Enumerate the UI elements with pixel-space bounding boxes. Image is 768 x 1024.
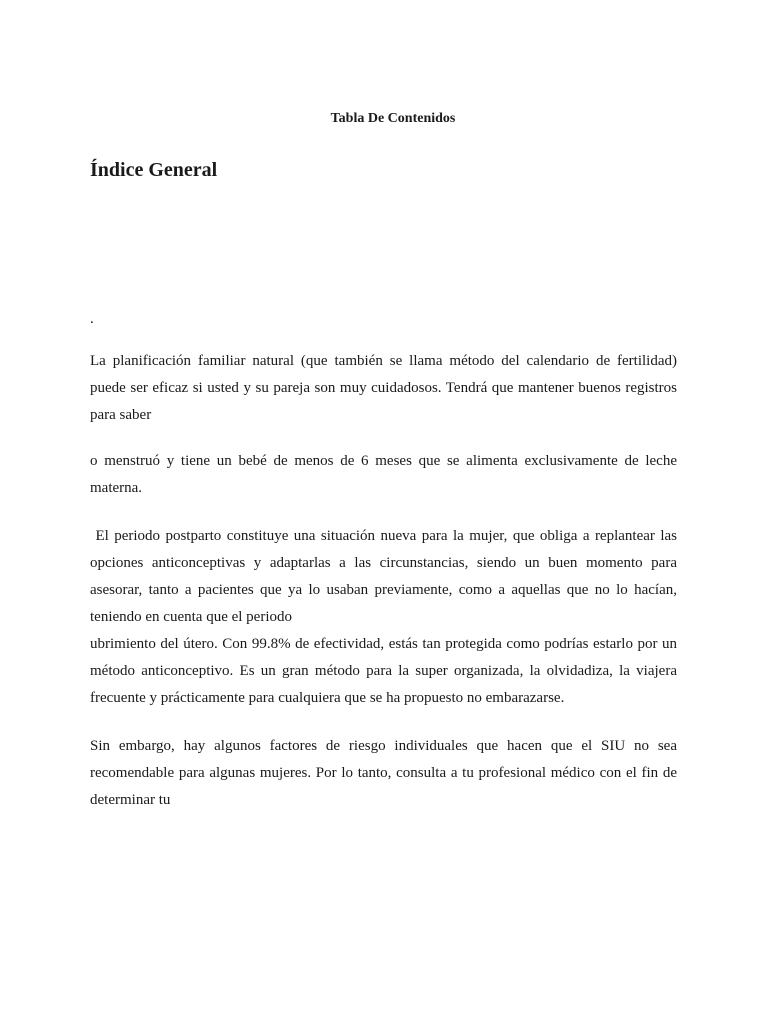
paragraph-natural-planning: La planificación familiar natural (que también se llama método del calendario de fertilidad) puede ser eficaz si usted y su pareja son muy cuidadosos. Tendrá que mantener buenos registros para saber	[90, 353, 677, 423]
separator-dot: .	[90, 311, 94, 327]
paragraph-siu-risk: Sin embargo, hay algunos factores de riesgo individuales que hacen que el SIU no sea recomendable para algunas mujeres. Por lo tanto, consulta a tu profesional médico con el fin de determinar tu	[90, 738, 677, 808]
paragraph-postpartum-start: El periodo postparto constituye una situación nueva para la mujer, que obliga a replantear las opciones anticonceptivas y adaptarlas a las circunstancias, siendo un buen momento para asesorar, tanto a pacientes que ya lo usaban previamente, como a aquellas que no lo hacían, teniendo en cuenta que el periodo	[90, 528, 681, 625]
section-heading: Índice General	[90, 159, 218, 181]
paragraph-postpartum-effectiveness: ubrimiento del útero. Con 99.8% de efectividad, estás tan protegida como podrías estarlo por un método anticonceptivo. Es un gran método para la super organizada, la olvidadiza, la viajera frecuente y prácticamente para cualquiera que se ha propuesto no embarazarse.	[90, 636, 677, 706]
paragraph-breastfeeding: o menstruó y tiene un bebé de menos de 6 meses que se alimenta exclusivamente de leche materna.	[90, 453, 677, 496]
toc-title: Tabla De Contenidos	[330, 111, 456, 126]
